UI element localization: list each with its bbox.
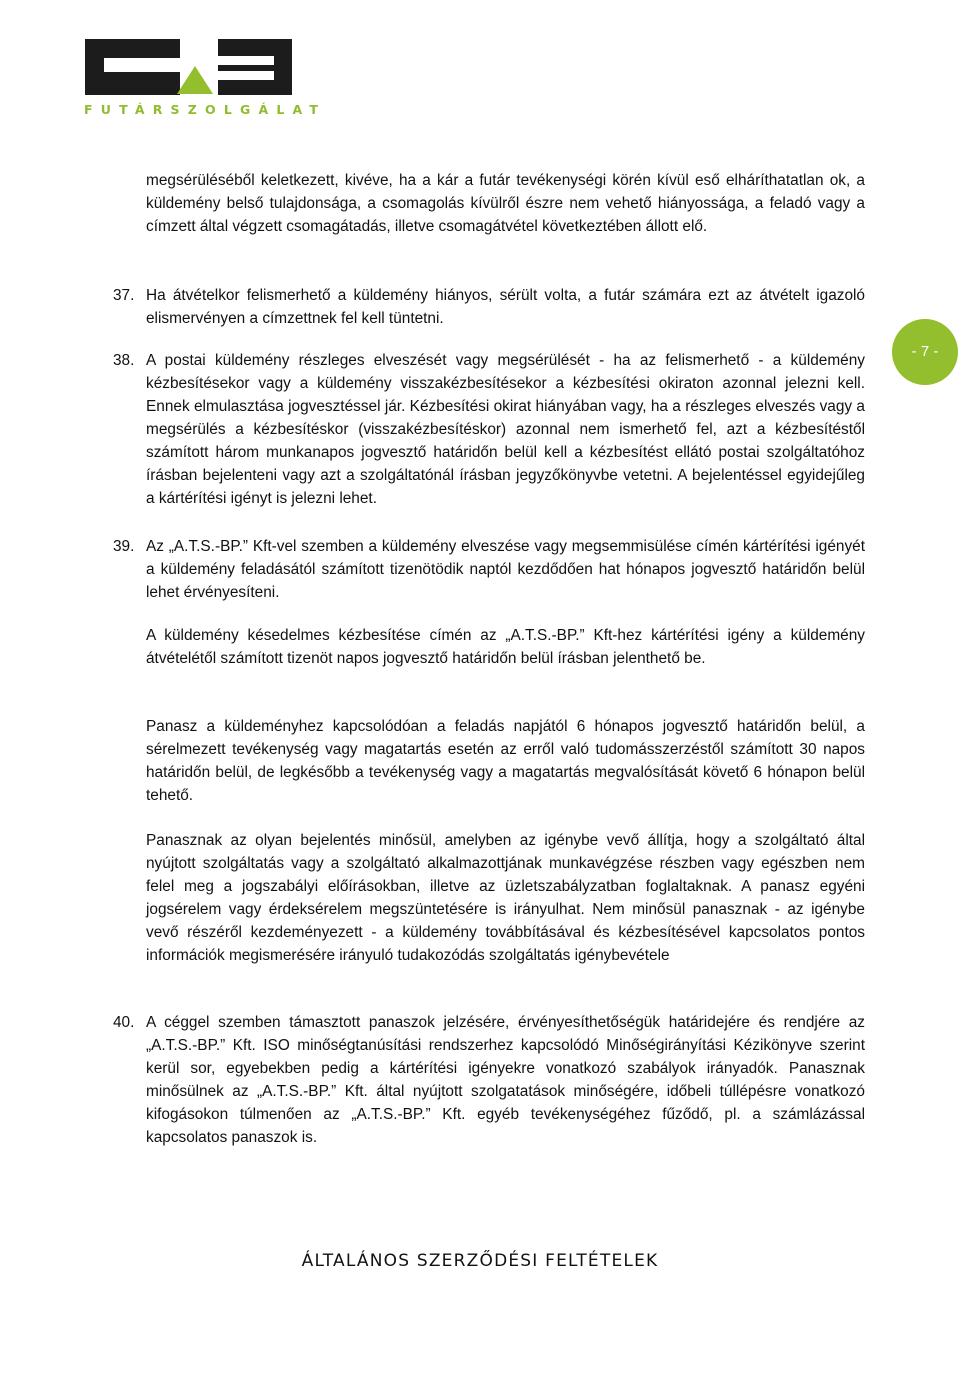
item-text: A postai küldemény részleges elveszését vagy megsérülését - ha az felismerhető - a küldemény kézbesítésekor vagy a küldemény visszakézbesítésekor a kézbesítési okiraton azonnal jelezni kell. Ennek elmulasztása jogvesztéssel jár. Kézbesítési okirat hiányában vagy, ha a részleges elveszés vagy a megsérülés a kézbesítéskor (visszakézbesítéskor) azonnal nem ismerhető fel, azt a kézbesítéstől számított három munkanapos jogvesztő határidőn belül kell a kézbesítést ellátó postai szolgáltatóhoz írásban bejelenteni vagy azt a szolgáltatónál írásban jegyzőkönyvbe vetetni. A bejelentéssel egyidejűleg a kártérítési igényt is jelezni lehet. [146,352,865,507]
item-text: Az „A.T.S.-BP.” Kft-vel szemben a küldemény elveszése vagy megsemmisülése címén kártérítési igényét a küldemény feladásától számított tizenötödik naptól kezdődően hat hónapos jogvesztő határidőn belül lehet érvényesíteni. [146,538,865,601]
list-item-38 [113,349,865,510]
logo-wordmark: FUTÁRSZOLGÁLAT [84,102,327,117]
paragraph-complaint-definition: Panasznak az olyan bejelentés minősül, amelyben az igénybe vevő állítja, hogy a szolgáltató által nyújtott szolgáltatás vagy a szolgáltató alkalmazottjának munkavégzése részben vagy egészben nem felel meg a jogszabályi előírásokban, illetve az üzletszabályzatban foglaltaknak. A panasz egyéni jogsérelem vagy érdeksérelem megszüntetésére is irányulhat. Nem minősül panasznak - az igénybe vevő részéről kezdeményezett - a küldemény továbbításával és kézbesítésével kapcsolatos pontos információk megismerésére irányuló tudakozódás szolgáltatás igénybevétele [146,832,865,964]
list-item-40 [113,1011,865,1149]
item-number: 38. [113,352,135,369]
item-text: A céggel szemben támasztott panaszok jelzésére, érvényesíthetőségük határidejére és rendjére az „A.T.S.-BP.” Kft. ISO minőségtanúsítási rendszerhez kapcsolódó Minőségirányítási Kézikönyve szerint kerül sor, egyebekben pedig a kártérítési igényekre vonatkozó szabályok irányadók. Panasznak minősülnek az „A.T.S.-BP.” Kft. által nyújtott szolgatatások minőségére, időbeli túllépésre vonatkozó kifogásokon túlmenően az „A.T.S.-BP.” Kft. egyéb tevékenységéhez fűződő, pl. a számlázással kapcsolatos panaszok is. [146,1014,865,1146]
paragraph-complaint-deadline: Panasz a küldeményhez kapcsolódóan a feladás napjától 6 hónapos jogvesztő határidőn belül, a sérelmezett tevékenység vagy magatartás esetén az erről való tudomásszerzéstől számított 30 napos határidőn belül, de legkésőbb a tevékenység vagy a magatartás megvalósítását követő 6 hónapon belül tehető. [146,718,865,804]
footer-title: ÁLTALÁNOS SZERZŐDÉSI FELTÉTELEK [301,1251,659,1271]
list-item-37 [113,284,865,330]
list-item-39 [113,535,865,604]
paragraph-late-delivery: A küldemény késedelmes kézbesítése címén az „A.T.S.-BP.” Kft-hez kártérítési igény a küldemény átvételétől számított tizenöt napos jogvesztő határidőn belül írásban jelenthető be. [146,627,865,667]
page-number-badge: - 7 - [892,319,958,385]
company-logo [84,36,327,126]
item-number: 37. [113,287,135,304]
item-number: 40. [113,1014,135,1031]
item-text: Ha átvételkor felismerhető a küldemény hiányos, sérült volta, a futár számára ezt az átvételt igazoló elismervényen a címzettnek fel kell tüntetni. [146,287,865,327]
intro-paragraph: megsérüléséből keletkezett, kivéve, ha a kár a futár tevékenységi körén kívül eső elháríthatatlan ok, a küldemény belső tulajdonsága, a csomagolás kívülről észre nem vehető hiányossága, a feladó vagy a címzett által végzett csomagátadás, illetve csomagátvétel következtében állott elő. [146,172,865,235]
item-number: 39. [113,538,135,555]
a3-logo-mark [84,36,294,100]
